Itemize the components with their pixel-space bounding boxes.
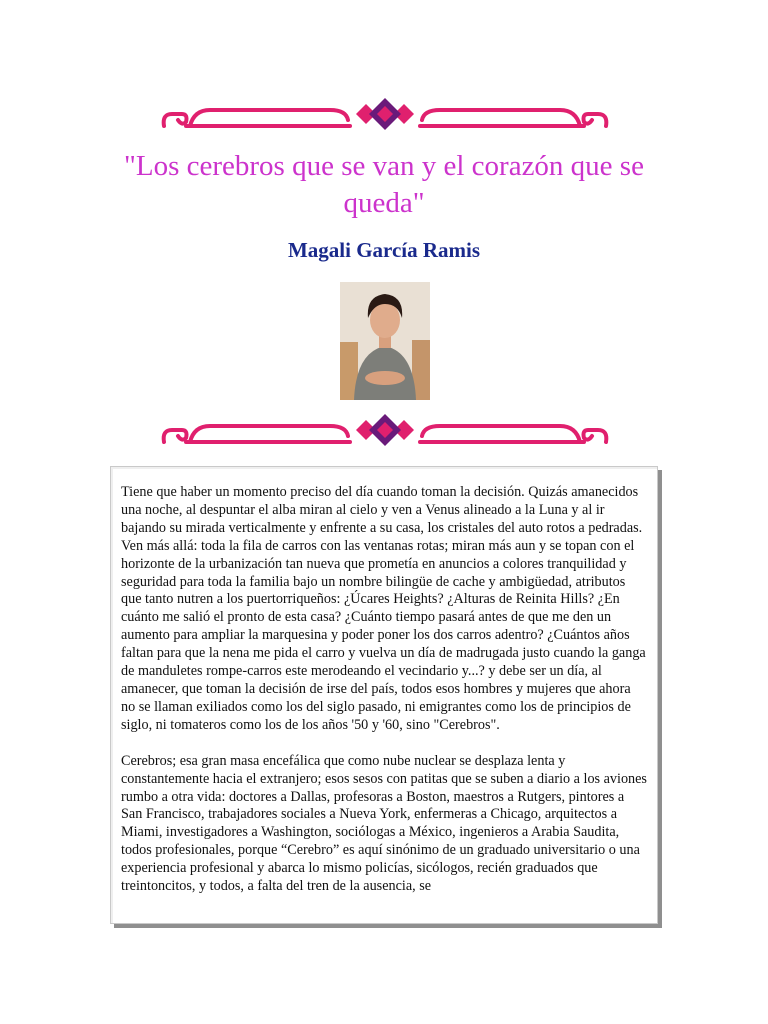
page-title: "Los cerebros que se van y el corazón que se queda" (124, 150, 644, 219)
article-paragraph-2: Cerebros; esa gran masa encefálica que como nube nuclear se desplaza lenta y constantemente hacia el extranjero; esos sesos con patitas que se suben a diario a los aviones rumbo a otra vida: doctores a Dallas, profesoras a Boston, maestros a Rutgers, pintores a San Francisco, trabajadores sociales a Nueva York, enfermeras a Chicago, arquitectos a Miami, investigadores a Washington, sociólogas a México, ingenieros a Arabia Saudita, todos profesionales, porque “Cerebro” es aquí sinónimo de un graduado universitario o una experiencia profesional y abarca lo mismo policías, sicólogos, recién graduados que treintoncitos, y todos, a falta del tren de la ausencia, se (121, 752, 647, 895)
decorative-border-top (160, 96, 610, 132)
author-name: Magali García Ramis (287, 238, 481, 262)
decorative-border-bottom (160, 412, 610, 448)
article-text-box (110, 466, 658, 924)
author-photo (340, 282, 430, 400)
article-paragraph-1: Tiene que haber un momento preciso del día cuando toman la decisión. Quizás amanecidos una noche, al despuntar el alba miran al cielo y ven a Venus alineado a la Luna y al ir bajando su mirada verticalmente y enfrente a su casa, los cristales del auto rotos a pedradas. Ven más allá: toda la fila de carros con las ventanas rotas; miran más aun y se topan con el horizonte de la urbanización tan nueva que prometía en anuncios a colores tranquilidad y seguridad para toda la familia bajo un nombre bilingüe de cache y ambigüedad, atributos que tanto nutren a los puertorriqueños: ¿Úcares Heights? ¿Alturas de Reinita Hills? ¿En cuánto me salió el pronto de esta casa? ¿Cuánto tiempo pasará antes de que me den un aumento para ampliar la marquesina y poder poner los dos carros adentro? ¿Cuántos años faltan para que la nena me pida el carro y vuelva un día de madrugada justo cuando la ganga de manduletes rompe-carros este merodeando el vecindario y...? y debe ser un día, al amanecer, que toman la decisión de irse del país, todos esos hombres y mujeres que ahora no se llaman exiliados como los del siglo pasado, ni emigrantes como los de principios de siglo, ni tomateros como los de los años '50 y '60, sino "Cerebros". (121, 484, 646, 733)
